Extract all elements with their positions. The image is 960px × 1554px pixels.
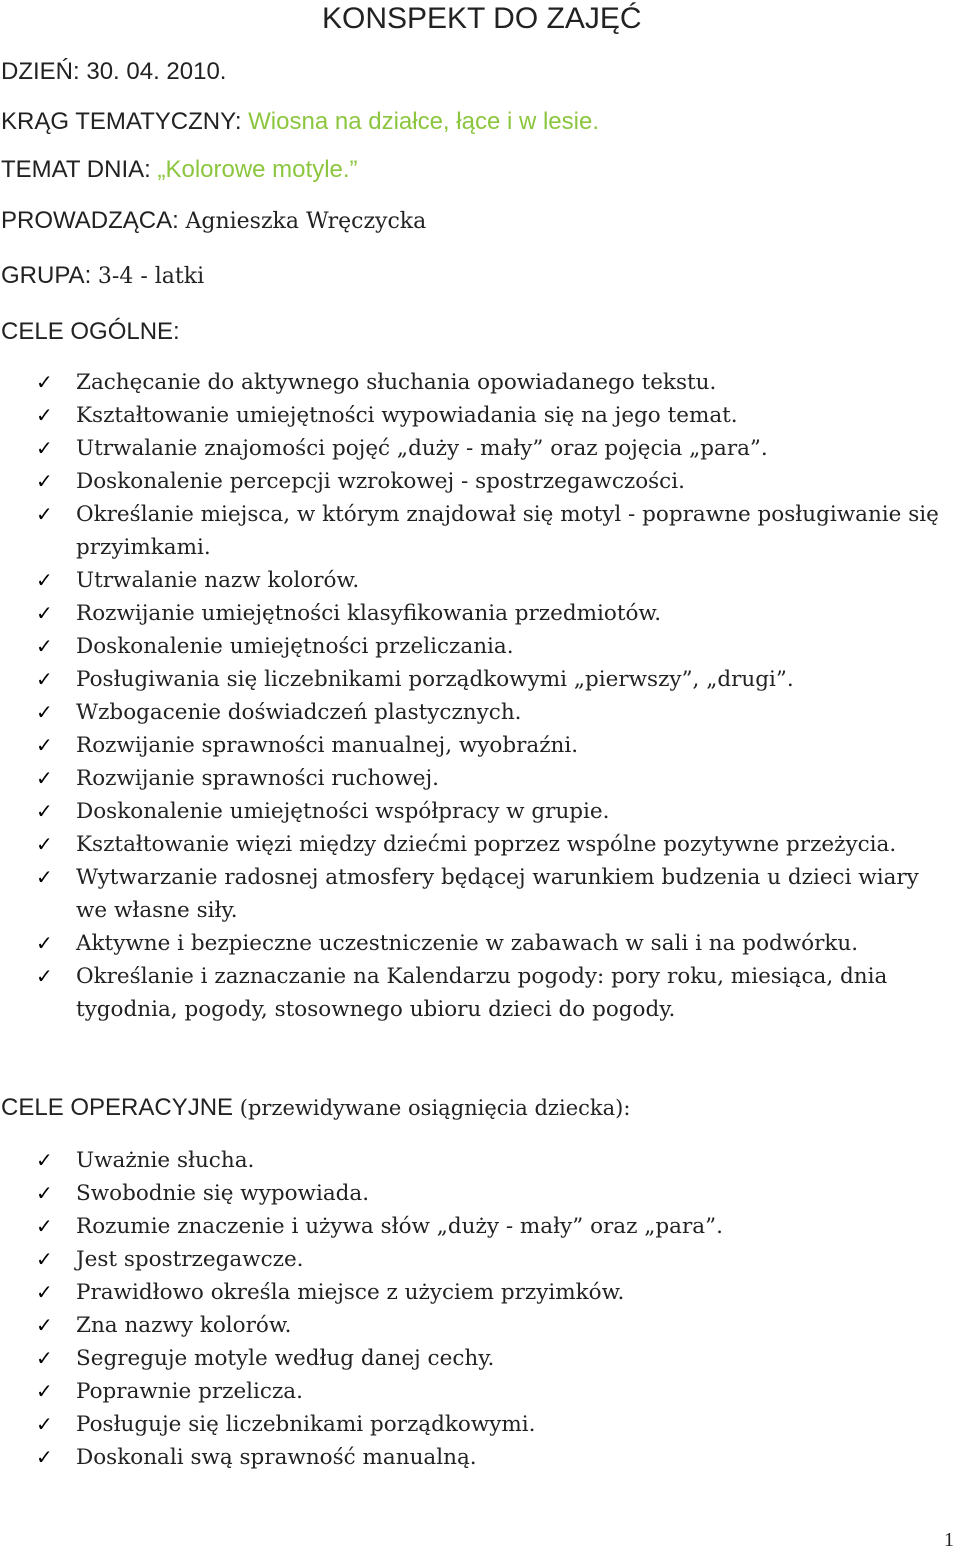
list-item: [36, 1441, 956, 1474]
meta-topic-label: TEMAT DNIA:: [1, 156, 151, 183]
list-item: [36, 663, 956, 696]
list-item-text: Poprawnie przelicza.: [76, 1379, 303, 1404]
list-item: [36, 366, 956, 399]
check-icon: ✓: [36, 766, 53, 790]
list-item-text: Wzbogacenie doświadczeń plastycznych.: [76, 700, 522, 725]
list-item: [36, 729, 956, 762]
list-item: [36, 1177, 956, 1210]
list-item-text: Rozwijanie umiejętności klasyfikowania przedmiotów.: [76, 601, 662, 626]
list-item-text: Rozwijanie sprawności manualnej, wyobraźni.: [76, 733, 579, 758]
list-item: [36, 1375, 956, 1408]
list-item-text: Segreguje motyle według danej cechy.: [76, 1346, 495, 1371]
general-goals-heading: CELE OGÓLNE:: [1, 318, 180, 345]
check-icon: ✓: [36, 1379, 53, 1403]
list-item-text: Uważnie słucha.: [76, 1148, 255, 1173]
check-icon: ✓: [36, 1280, 53, 1304]
list-item-text: Wytwarzanie radosnej atmosfery będącej warunkiem budzenia u dzieci wiary we własne siły.: [76, 865, 919, 923]
meta-theme: [1, 108, 599, 136]
list-item: [36, 1210, 956, 1243]
list-item-text: Swobodnie się wypowiada.: [76, 1181, 370, 1206]
list-item-text: Utrwalanie nazw kolorów.: [76, 568, 360, 593]
list-item-text: Aktywne i bezpieczne uczestniczenie w zabawach w sali i na podwórku.: [76, 931, 859, 956]
list-item: [36, 828, 956, 861]
list-item: [36, 1144, 956, 1177]
list-item: [36, 795, 956, 828]
list-item-text: Doskonalenie umiejętności przeliczania.: [76, 634, 514, 659]
list-item: [36, 399, 956, 432]
check-icon: ✓: [36, 865, 53, 889]
meta-date-label: DZIEŃ:: [1, 58, 80, 85]
list-item-text: Posługuje się liczebnikami porządkowymi.: [76, 1412, 536, 1437]
list-item: [36, 1243, 956, 1276]
check-icon: ✓: [36, 568, 53, 592]
check-icon: ✓: [36, 1412, 53, 1436]
list-item-text: Prawidłowo określa miejsce z użyciem przyimków.: [76, 1280, 625, 1305]
list-item: [36, 861, 956, 927]
check-icon: ✓: [36, 601, 53, 625]
check-icon: ✓: [36, 1214, 53, 1238]
check-icon: ✓: [36, 700, 53, 724]
check-icon: ✓: [36, 799, 53, 823]
list-item-text: Kształtowanie więzi między dziećmi poprzez wspólne pozytywne przeżycia.: [76, 832, 897, 857]
list-item: [36, 960, 956, 1026]
list-item: [36, 465, 956, 498]
check-icon: ✓: [36, 502, 53, 526]
check-icon: ✓: [36, 1445, 53, 1469]
check-icon: ✓: [36, 469, 53, 493]
list-item-text: Kształtowanie umiejętności wypowiadania się na jego temat.: [76, 403, 738, 428]
check-icon: ✓: [36, 964, 53, 988]
operational-goals-heading-main: CELE OPERACYJNE: [1, 1094, 234, 1121]
meta-topic-value: „Kolorowe motyle.”: [157, 156, 358, 183]
list-item: [36, 630, 956, 663]
meta-teacher-label: PROWADZĄCA:: [1, 207, 179, 234]
meta-group-value: 3-4 - latki: [97, 264, 205, 289]
check-icon: ✓: [36, 1181, 53, 1205]
list-item: [36, 762, 956, 795]
meta-theme-label: KRĄG TEMATYCZNY:: [1, 108, 242, 135]
check-icon: ✓: [36, 634, 53, 658]
check-icon: ✓: [36, 1346, 53, 1370]
list-item: [36, 1309, 956, 1342]
check-icon: ✓: [36, 403, 53, 427]
check-icon: ✓: [36, 1313, 53, 1337]
meta-teacher: [1, 207, 426, 235]
document-title: KONSPEKT DO ZAJĘĆ: [322, 2, 642, 35]
general-goals-list: [36, 366, 956, 1026]
check-icon: ✓: [36, 436, 53, 460]
meta-group-label: GRUPA:: [1, 262, 92, 289]
list-item-text: Posługiwania się liczebnikami porządkowymi „pierwszy”, „drugi”.: [76, 667, 794, 692]
list-item-text: Doskonalenie umiejętności współpracy w grupie.: [76, 799, 610, 824]
list-item-text: Rozumie znaczenie i używa słów „duży - mały” oraz „para”.: [76, 1214, 723, 1239]
operational-goals-list: [36, 1144, 956, 1474]
check-icon: ✓: [36, 832, 53, 856]
operational-goals-heading-paren: (przewidywane osiągnięcia dziecka):: [239, 1096, 631, 1120]
meta-date-value: 30. 04. 2010.: [86, 58, 227, 85]
check-icon: ✓: [36, 1148, 53, 1172]
list-item-text: Doskonali swą sprawność manualną.: [76, 1445, 477, 1470]
check-icon: ✓: [36, 370, 53, 394]
list-item: [36, 564, 956, 597]
meta-date: [1, 58, 226, 86]
list-item-text: Rozwijanie sprawności ruchowej.: [76, 766, 439, 791]
operational-goals-heading: [1, 1094, 630, 1122]
list-item-text: Doskonalenie percepcji wzrokowej - spostrzegawczości.: [76, 469, 685, 494]
list-item-text: Określanie i zaznaczanie na Kalendarzu pogody: pory roku, miesiąca, dnia tygodnia, pogody, stosownego ubioru dzieci do pogody.: [76, 964, 888, 1022]
list-item: [36, 432, 956, 465]
check-icon: ✓: [36, 733, 53, 757]
list-item-text: Jest spostrzegawcze.: [76, 1247, 304, 1272]
meta-theme-value: Wiosna na działce, łące i w lesie.: [248, 108, 599, 135]
page-number: 1: [944, 1529, 954, 1551]
list-item-text: Zachęcanie do aktywnego słuchania opowiadanego tekstu.: [76, 370, 717, 395]
list-item: [36, 597, 956, 630]
list-item: [36, 1342, 956, 1375]
meta-topic: [1, 156, 358, 184]
meta-teacher-value: Agnieszka Wręczycka: [185, 209, 427, 234]
list-item: [36, 1408, 956, 1441]
list-item-text: Określanie miejsca, w którym znajdował się motyl - poprawne posługiwanie się przyimkami.: [76, 502, 939, 560]
check-icon: ✓: [36, 931, 53, 955]
list-item: [36, 1276, 956, 1309]
check-icon: ✓: [36, 1247, 53, 1271]
list-item-text: Utrwalanie znajomości pojęć „duży - mały” oraz pojęcia „para”.: [76, 436, 768, 461]
list-item-text: Zna nazwy kolorów.: [76, 1313, 292, 1338]
list-item: [36, 498, 956, 564]
list-item: [36, 696, 956, 729]
meta-group: [1, 262, 204, 290]
check-icon: ✓: [36, 667, 53, 691]
list-item: [36, 927, 956, 960]
